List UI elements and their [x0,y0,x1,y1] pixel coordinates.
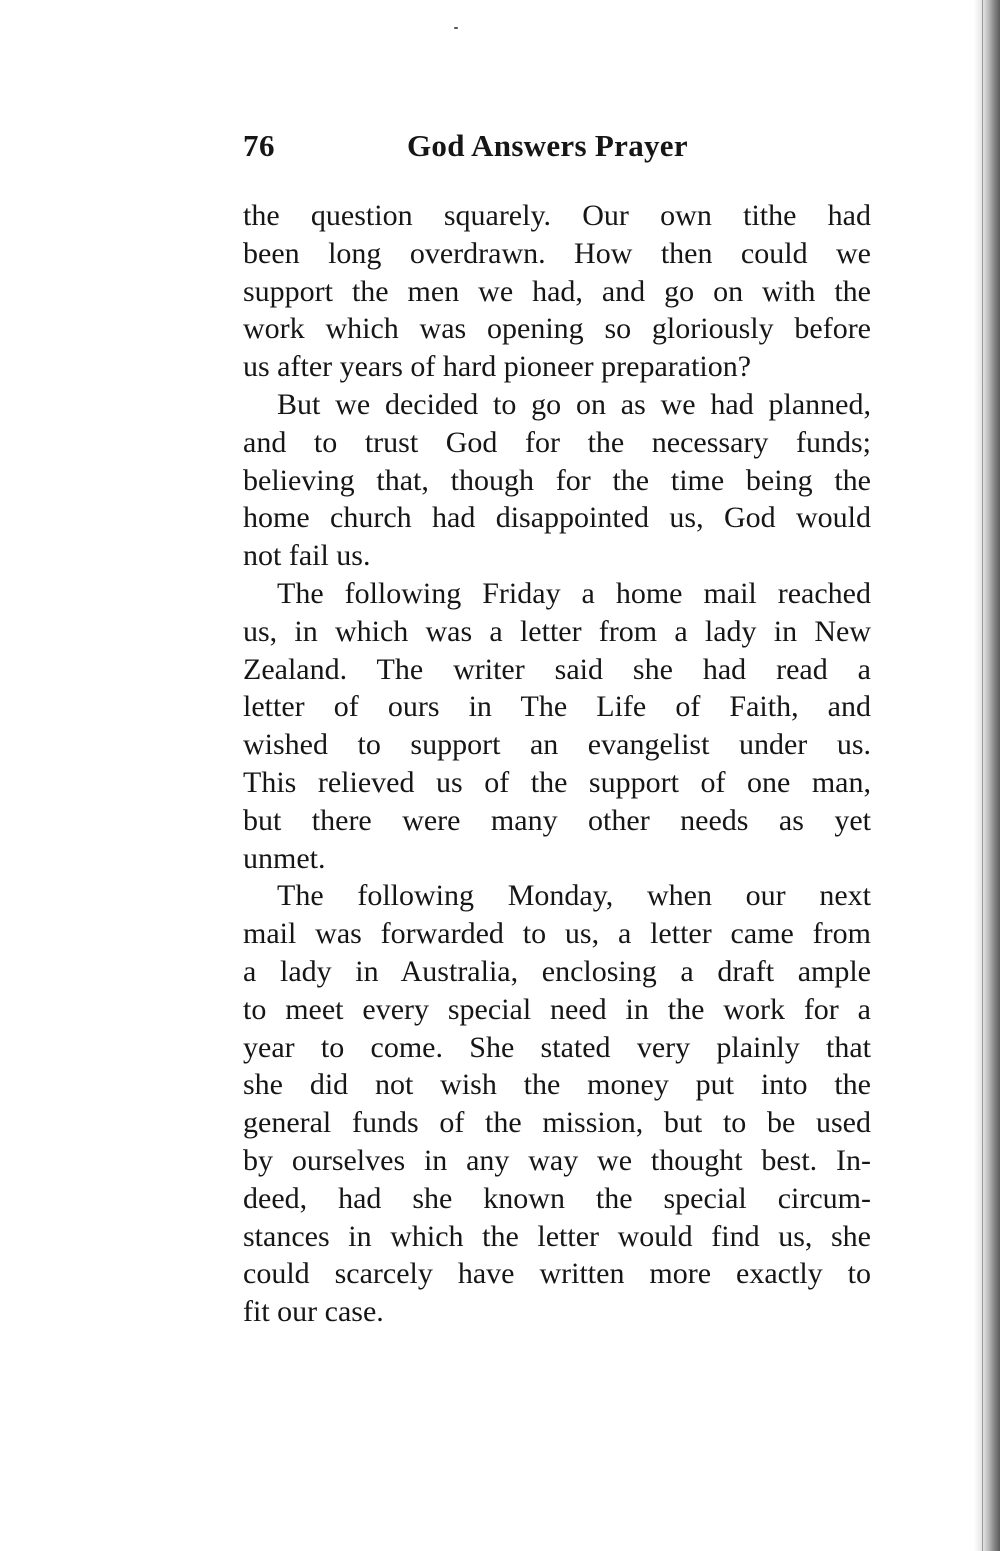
text-line: by ourselves in any way we thought best. In- [243,1143,871,1177]
body-text [243,197,871,1331]
text-line: and to trust God for the necessary funds; [243,425,871,459]
text-line: This relieved us of the support of one man, [243,765,871,799]
paragraph-first-line: The following Friday a home mail reached [277,576,871,610]
text-line: she did not wish the money put into the [243,1068,871,1102]
text-line: Zealand. The writer said she had read a [243,652,871,686]
text-line: fit our case. [243,1295,384,1329]
text-line: believing that, though for the time being the [243,463,871,497]
paragraph-first-line: But we decided to go on as we had planned, [277,387,871,421]
text-line: letter of ours in The Life of Faith, and [243,690,871,724]
text-line: home church had disappointed us, God would [243,501,871,535]
running-title: God Answers Prayer [407,128,688,163]
running-head [243,124,723,168]
text-line: general funds of the mission, but to be used [243,1106,871,1140]
ink-speck [454,27,458,29]
text-line: been long overdrawn. How then could we [243,236,871,270]
page-edge-shadow [974,0,1000,1551]
text-line: support the men we had, and go on with the [243,274,871,308]
page-number: 76 [243,128,275,163]
text-line: wished to support an evangelist under us. [243,728,871,762]
text-line: year to come. She stated very plainly that [243,1030,871,1064]
text-line: the question squarely. Our own tithe had [243,199,871,232]
text-line: but there were many other needs as yet [243,803,871,837]
text-line: us after years of hard pioneer preparation? [243,350,752,384]
text-line: mail was forwarded to us, a letter came from [243,917,871,951]
text-line: a lady in Australia, enclosing a draft ample [243,954,871,988]
page-edge-line [982,0,983,1551]
text-line: unmet. [243,841,326,875]
text-line: to meet every special need in the work for a [243,992,871,1026]
text-line: us, in which was a letter from a lady in New [243,614,871,648]
text-line: deed, had she known the special circum- [243,1181,871,1215]
text-line: could scarcely have written more exactly to [243,1257,871,1291]
text-line: stances in which the letter would find us, she [243,1219,871,1253]
paragraph-first-line: The following Monday, when our next [277,879,871,913]
text-line: not fail us. [243,539,371,573]
text-line: work which was opening so gloriously before [243,312,871,346]
